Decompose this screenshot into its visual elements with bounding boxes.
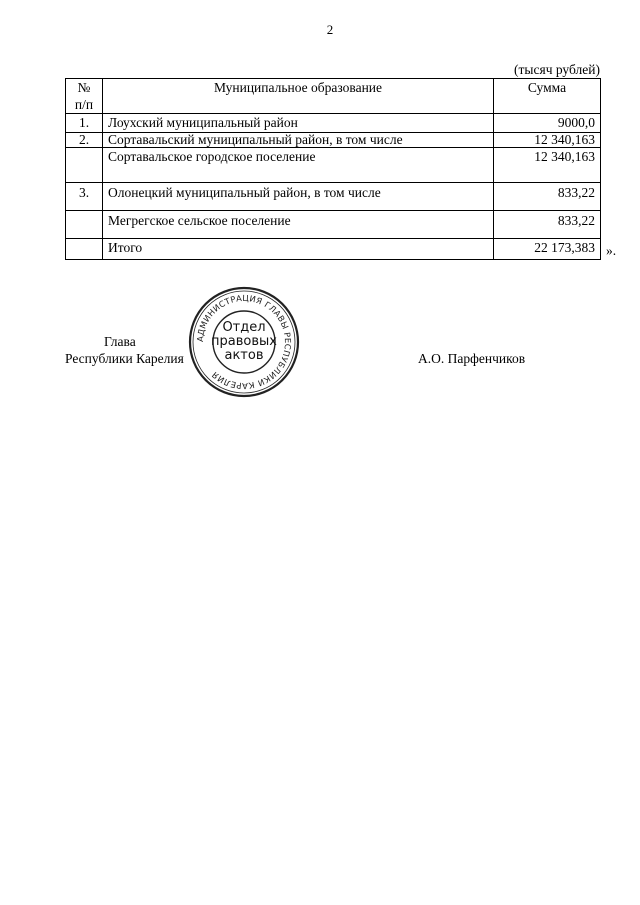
row-amount: 12 340,163 [494,148,601,183]
total-label: Итого [103,239,494,260]
header-number: № п/п [66,79,103,114]
row-name: Лоухский муниципальный район [103,114,494,133]
row-amount: 9000,0 [494,114,601,133]
row-number: 1. [66,114,103,133]
row-name: Сортавальский муниципальный район, в том числе [103,133,494,148]
header-amount: Сумма [494,79,601,114]
row-name: Мегрегское сельское поселение [103,211,494,239]
row-name: Сортавальское городское поселение [103,148,494,183]
row-number: 2. [66,133,103,148]
closing-quote: ». [606,243,617,258]
table-row [66,148,601,183]
table-row [66,114,601,133]
table-row [66,183,601,211]
table-total-row [66,239,601,260]
budget-table [65,78,601,260]
seal-center-line2: правовых [211,334,277,349]
table-row [66,211,601,239]
total-number-cell [66,239,103,260]
signature-title-line1: Глава [104,334,136,349]
signature-name: А.О. Парфенчиков [418,351,526,366]
row-number [66,211,103,239]
table-header-row [66,79,601,114]
row-amount: 833,22 [494,211,601,239]
page-number: 2 [326,22,334,37]
row-name: Олонецкий муниципальный район, в том числе [103,183,494,211]
row-amount: 12 340,163 [494,133,601,148]
signature-title-line2: Республики Карелия [65,351,184,366]
seal-center-line3: актов [224,348,264,363]
units-note: (тысяч рублей) [514,62,600,77]
legal-department-seal [188,286,300,398]
table-row [66,133,601,148]
row-number [66,148,103,183]
header-municipality: Муниципальное образование [103,79,494,114]
total-amount: 22 173,383 [494,239,601,260]
seal-ring-text: АДМИНИСТРАЦИЯ ГЛАВЫ РЕСПУБЛИКИ КАРЕЛИЯ [194,292,294,392]
seal-center-line1: Отдел [222,320,266,335]
row-number: 3. [66,183,103,211]
row-amount: 833,22 [494,183,601,211]
